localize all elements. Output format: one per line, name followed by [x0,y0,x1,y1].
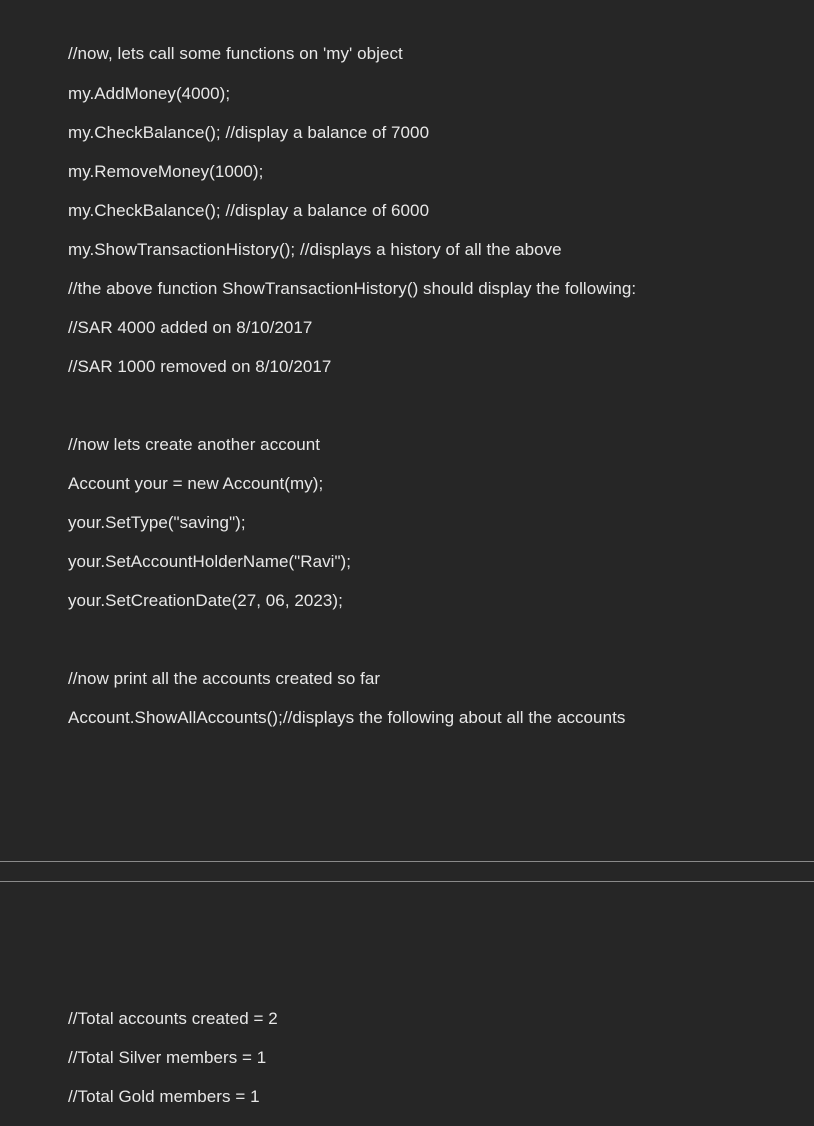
code-line-add-money: my.AddMoney(4000); [68,84,231,103]
document-page-2 [0,882,814,1126]
code-line-show-transaction-history: my.ShowTransactionHistory(); //displays a history of all the above [68,240,562,259]
code-line-total-silver: //Total Silver members = 1 [68,1048,267,1067]
page-break [0,861,814,882]
code-line-show-all-accounts: Account.ShowAllAccounts();//displays the following about all the accounts [68,708,626,727]
code-line-set-holder-name: your.SetAccountHolderName("Ravi"); [68,552,352,571]
code-line-comment-removed: //SAR 1000 removed on 8/10/2017 [68,357,332,376]
code-line-new-account: Account your = new Account(my); [68,474,324,493]
code-line-comment-print-accounts: //now print all the accounts created so far [68,669,381,688]
code-line-comment-added: //SAR 4000 added on 8/10/2017 [68,318,313,337]
code-line-check-balance-7000: my.CheckBalance(); //display a balance of 7000 [68,123,430,142]
code-line-comment-create-account: //now lets create another account [68,435,321,454]
code-line-remove-money: my.RemoveMoney(1000); [68,162,264,181]
code-line-total-accounts: //Total accounts created = 2 [68,1009,278,1028]
code-line-set-type: your.SetType("saving"); [68,513,246,532]
code-line-check-balance-6000: my.CheckBalance(); //display a balance of 6000 [68,201,430,220]
code-line-comment-call-functions: //now, lets call some functions on 'my' object [68,44,403,63]
code-line-set-creation-date: your.SetCreationDate(27, 06, 2023); [68,591,343,610]
code-line-comment-display-following: //the above function ShowTransactionHistory() should display the following: [68,279,637,298]
code-line-total-gold: //Total Gold members = 1 [68,1087,260,1106]
